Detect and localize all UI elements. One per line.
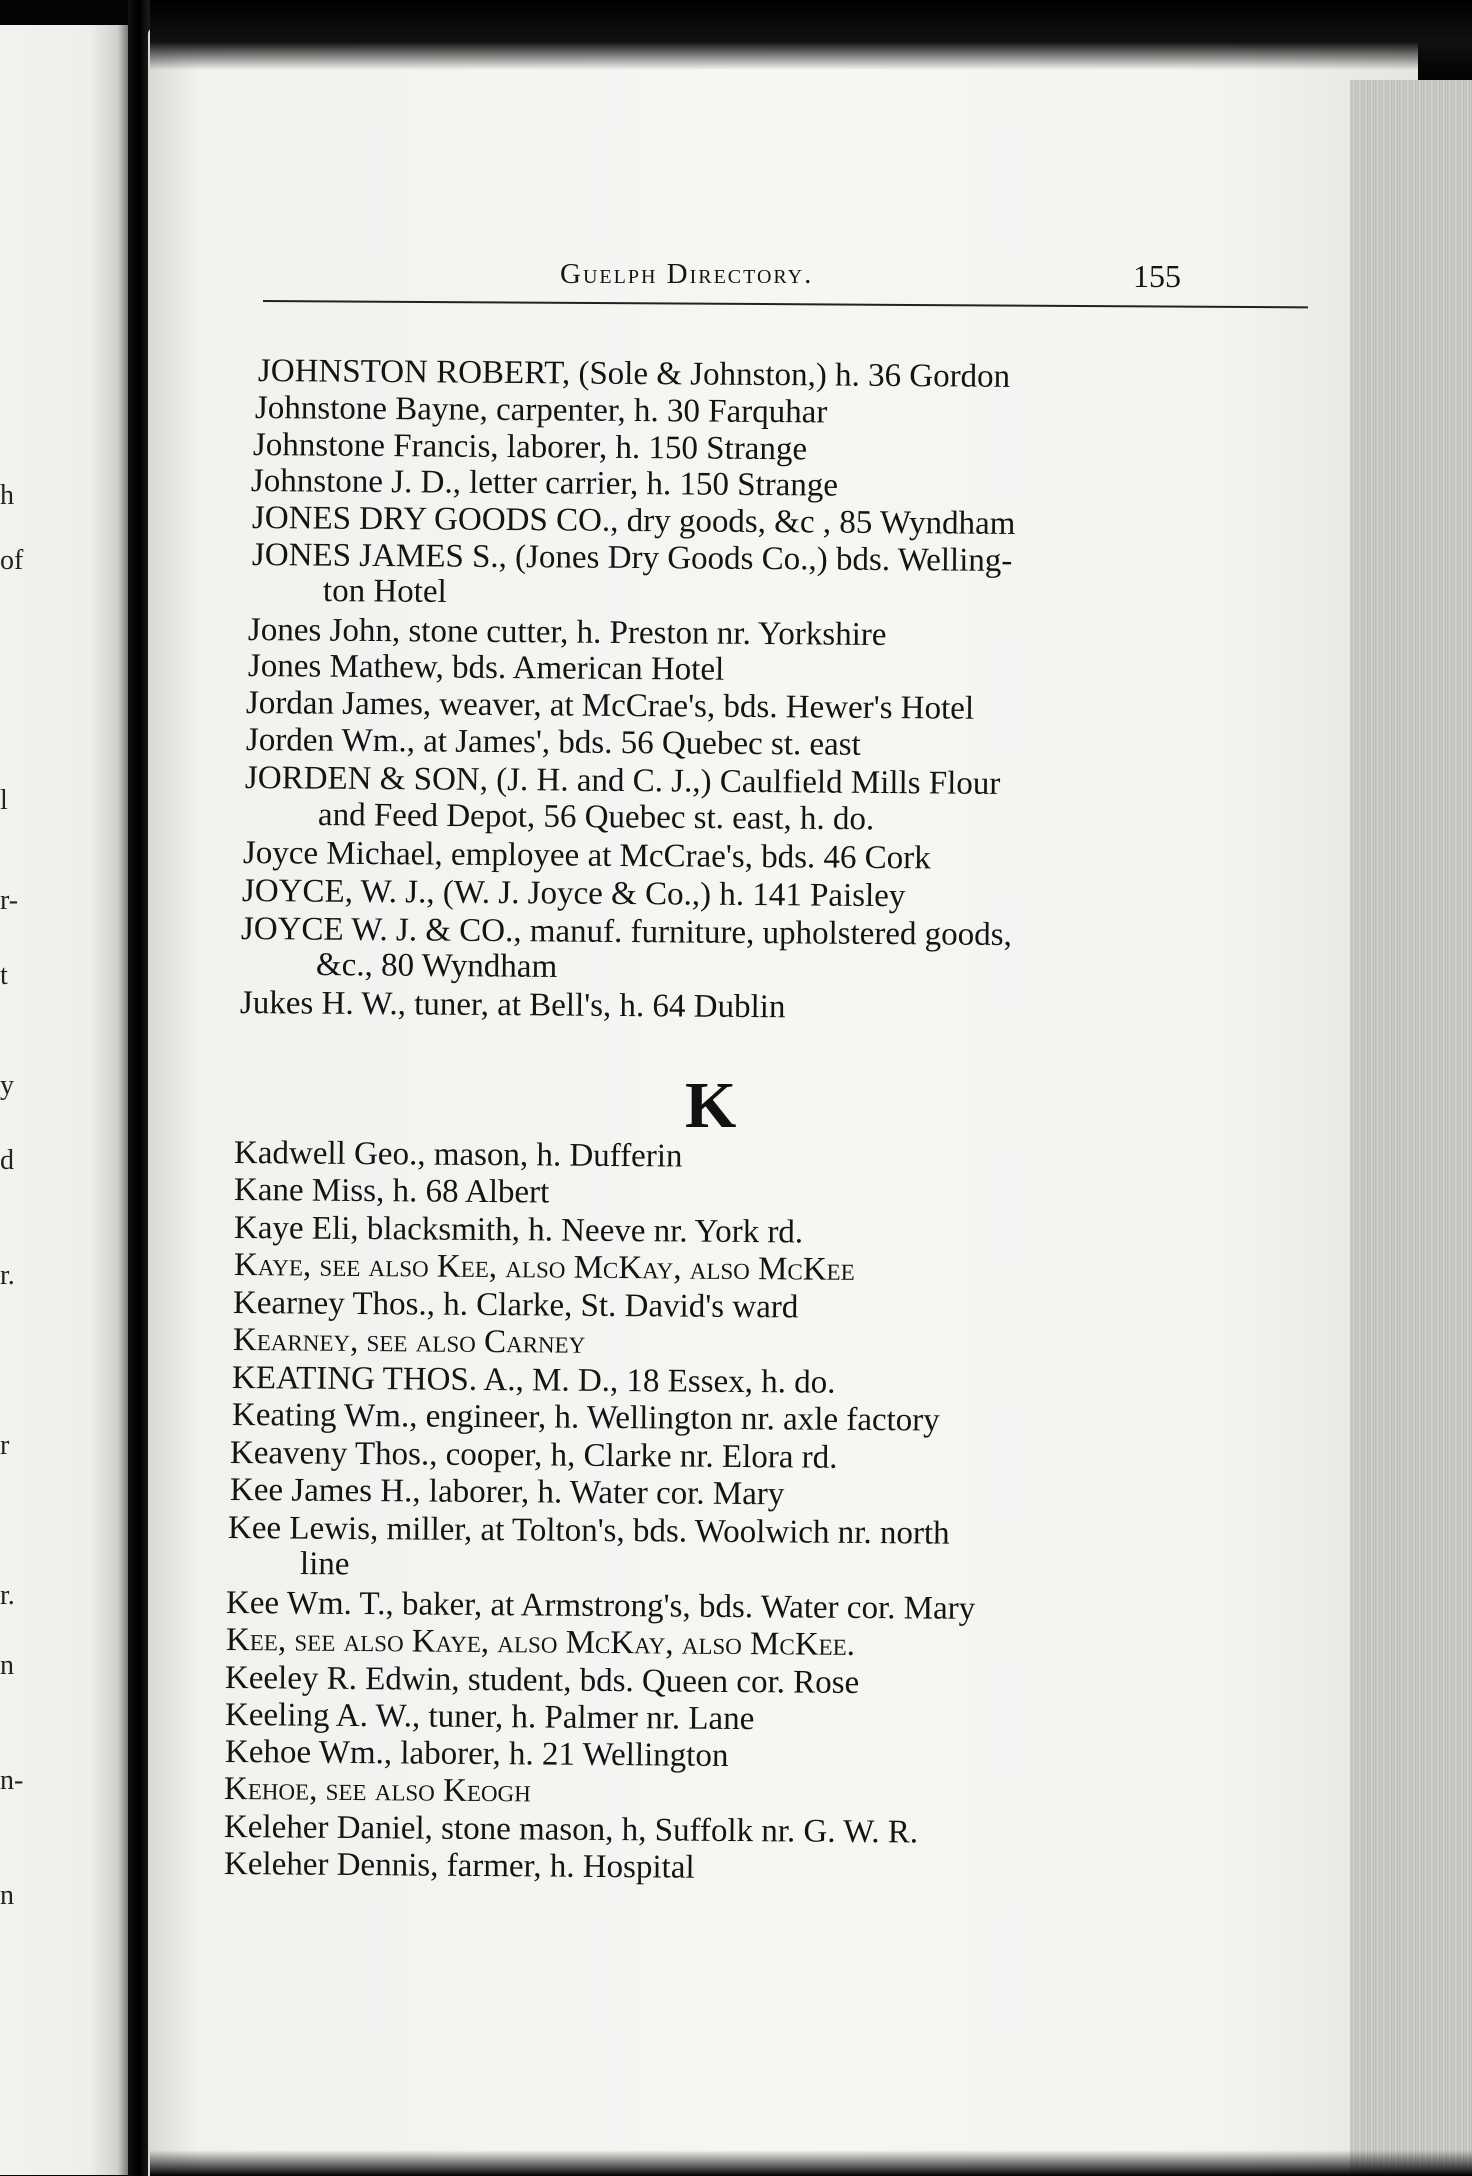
cross-reference-entry: Kehoe, see also Keogh <box>223 1771 531 1810</box>
directory-entry: JOHNSTON ROBERT, (Sole & Johnston,) h. 36 Gordon <box>257 353 1011 395</box>
directory-entry: Keeley R. Edwin, student, bds. Queen cor. Rose <box>224 1660 860 1701</box>
page-text <box>148 0 1418 2176</box>
left-page-fragment: l <box>0 785 8 816</box>
left-page-fragment: r. <box>0 1260 15 1291</box>
header-rule <box>263 300 1308 308</box>
directory-entry: Keaveny Thos., cooper, h, Clarke nr. Elora rd. <box>229 1435 838 1476</box>
left-page-fragment: h <box>0 480 14 511</box>
directory-entry: Kehoe Wm., laborer, h. 21 Wellington <box>224 1734 729 1774</box>
cross-reference-entry: Kee, see also Kaye, also McKay, also McKee. <box>225 1622 856 1663</box>
directory-entry: Jukes H. W., tuner, at Bell's, h. 64 Dublin <box>239 985 786 1026</box>
directory-entry: Keleher Daniel, stone mason, h, Suffolk nr. G. W. R. <box>223 1809 919 1851</box>
directory-entry: Jordan James, weaver, at McCrae's, bds. Hewer's Hotel <box>245 685 975 727</box>
directory-entry: Kearney Thos., h. Clarke, St. David's ward <box>232 1285 799 1326</box>
directory-entry: Keleher Dennis, farmer, h. Hospital <box>223 1846 695 1886</box>
cross-reference-entry: Kearney, see also Carney <box>232 1322 586 1361</box>
directory-entry: Kadwell Geo., mason, h. Dufferin <box>233 1135 683 1175</box>
left-page-fragment: r <box>0 1430 10 1461</box>
left-page-fragment: t <box>0 960 8 991</box>
directory-entry-continuation: and Feed Depot, 56 Quebec st. east, h. do. <box>317 797 875 838</box>
page-number: 155 <box>1133 258 1181 294</box>
left-page-fragment: d <box>0 1145 14 1176</box>
bottom-shadow <box>150 2150 1472 2176</box>
directory-entry: KEATING THOS. A., M. D., 18 Essex, h. do. <box>231 1360 836 1401</box>
directory-entry: Keating Wm., engineer, h. Wellington nr. axle factory <box>231 1397 940 1439</box>
left-page-fragment: y <box>0 1070 14 1101</box>
directory-entry: Kane Miss, h. 68 Albert <box>233 1172 550 1211</box>
directory-entry-continuation: ton Hotel <box>322 573 447 610</box>
left-page-fragment: n <box>0 1880 14 1911</box>
directory-entry: Jones Mathew, bds. American Hotel <box>247 648 725 688</box>
directory-entry: Kee Lewis, miller, at Tolton's, bds. Woolwich nr. north <box>227 1510 950 1552</box>
directory-entry: Jorden Wm., at James', bds. 56 Quebec st. east <box>245 722 861 763</box>
directory-entry: Kee James H., laborer, h. Water cor. Mary <box>229 1472 785 1513</box>
directory-entry: Kaye Eli, blacksmith, h. Neeve nr. York rd. <box>233 1210 804 1251</box>
directory-entry: JOYCE, W. J., (W. J. Joyce & Co.,) h. 141 Paisley <box>241 873 906 915</box>
directory-entry: JONES DRY GOODS CO., dry goods, &c , 85 Wyndham <box>251 500 1016 542</box>
left-page-fragment: r- <box>0 885 19 916</box>
left-page-fragment: n <box>0 1650 14 1681</box>
section-letter: K <box>685 1069 737 1142</box>
left-facing-page <box>0 25 128 2175</box>
directory-entry: Johnstone Francis, laborer, h. 150 Strange <box>252 427 808 468</box>
cross-reference-entry: Kaye, see also Kee, also McKay, also McKee <box>233 1247 855 1288</box>
directory-entry: JONES JAMES S., (Jones Dry Goods Co.,) bds. Welling- <box>251 537 1013 579</box>
directory-entry: Keeling A. W., tuner, h. Palmer nr. Lane <box>224 1697 755 1738</box>
directory-entry-continuation: line <box>299 1546 350 1583</box>
directory-entry: JOYCE W. J. & CO., manuf. furniture, upholstered goods, <box>240 911 1012 954</box>
running-head: Guelph Directory. <box>560 258 814 290</box>
directory-entry: Jones John, stone cutter, h. Preston nr. Yorkshire <box>247 612 887 654</box>
directory-entry: Johnstone J. D., letter carrier, h. 150 Strange <box>250 463 839 504</box>
directory-entry-continuation: &c., 80 Wyndham <box>315 947 558 985</box>
left-page-fragment: n- <box>0 1765 24 1796</box>
directory-entry: Kee Wm. T., baker, at Armstrong's, bds. Water cor. Mary <box>225 1585 976 1627</box>
book-binding-gutter <box>128 0 150 2176</box>
left-page-fragment: r. <box>0 1580 15 1611</box>
directory-entry: Johnstone Bayne, carpenter, h. 30 Farquhar <box>254 390 828 431</box>
directory-entry: Joyce Michael, employee at McCrae's, bds. 46 Cork <box>242 835 931 877</box>
left-page-fragment: of <box>0 545 24 576</box>
directory-entry: JORDEN & SON, (J. H. and C. J.,) Caulfield Mills Flour <box>244 760 1001 802</box>
